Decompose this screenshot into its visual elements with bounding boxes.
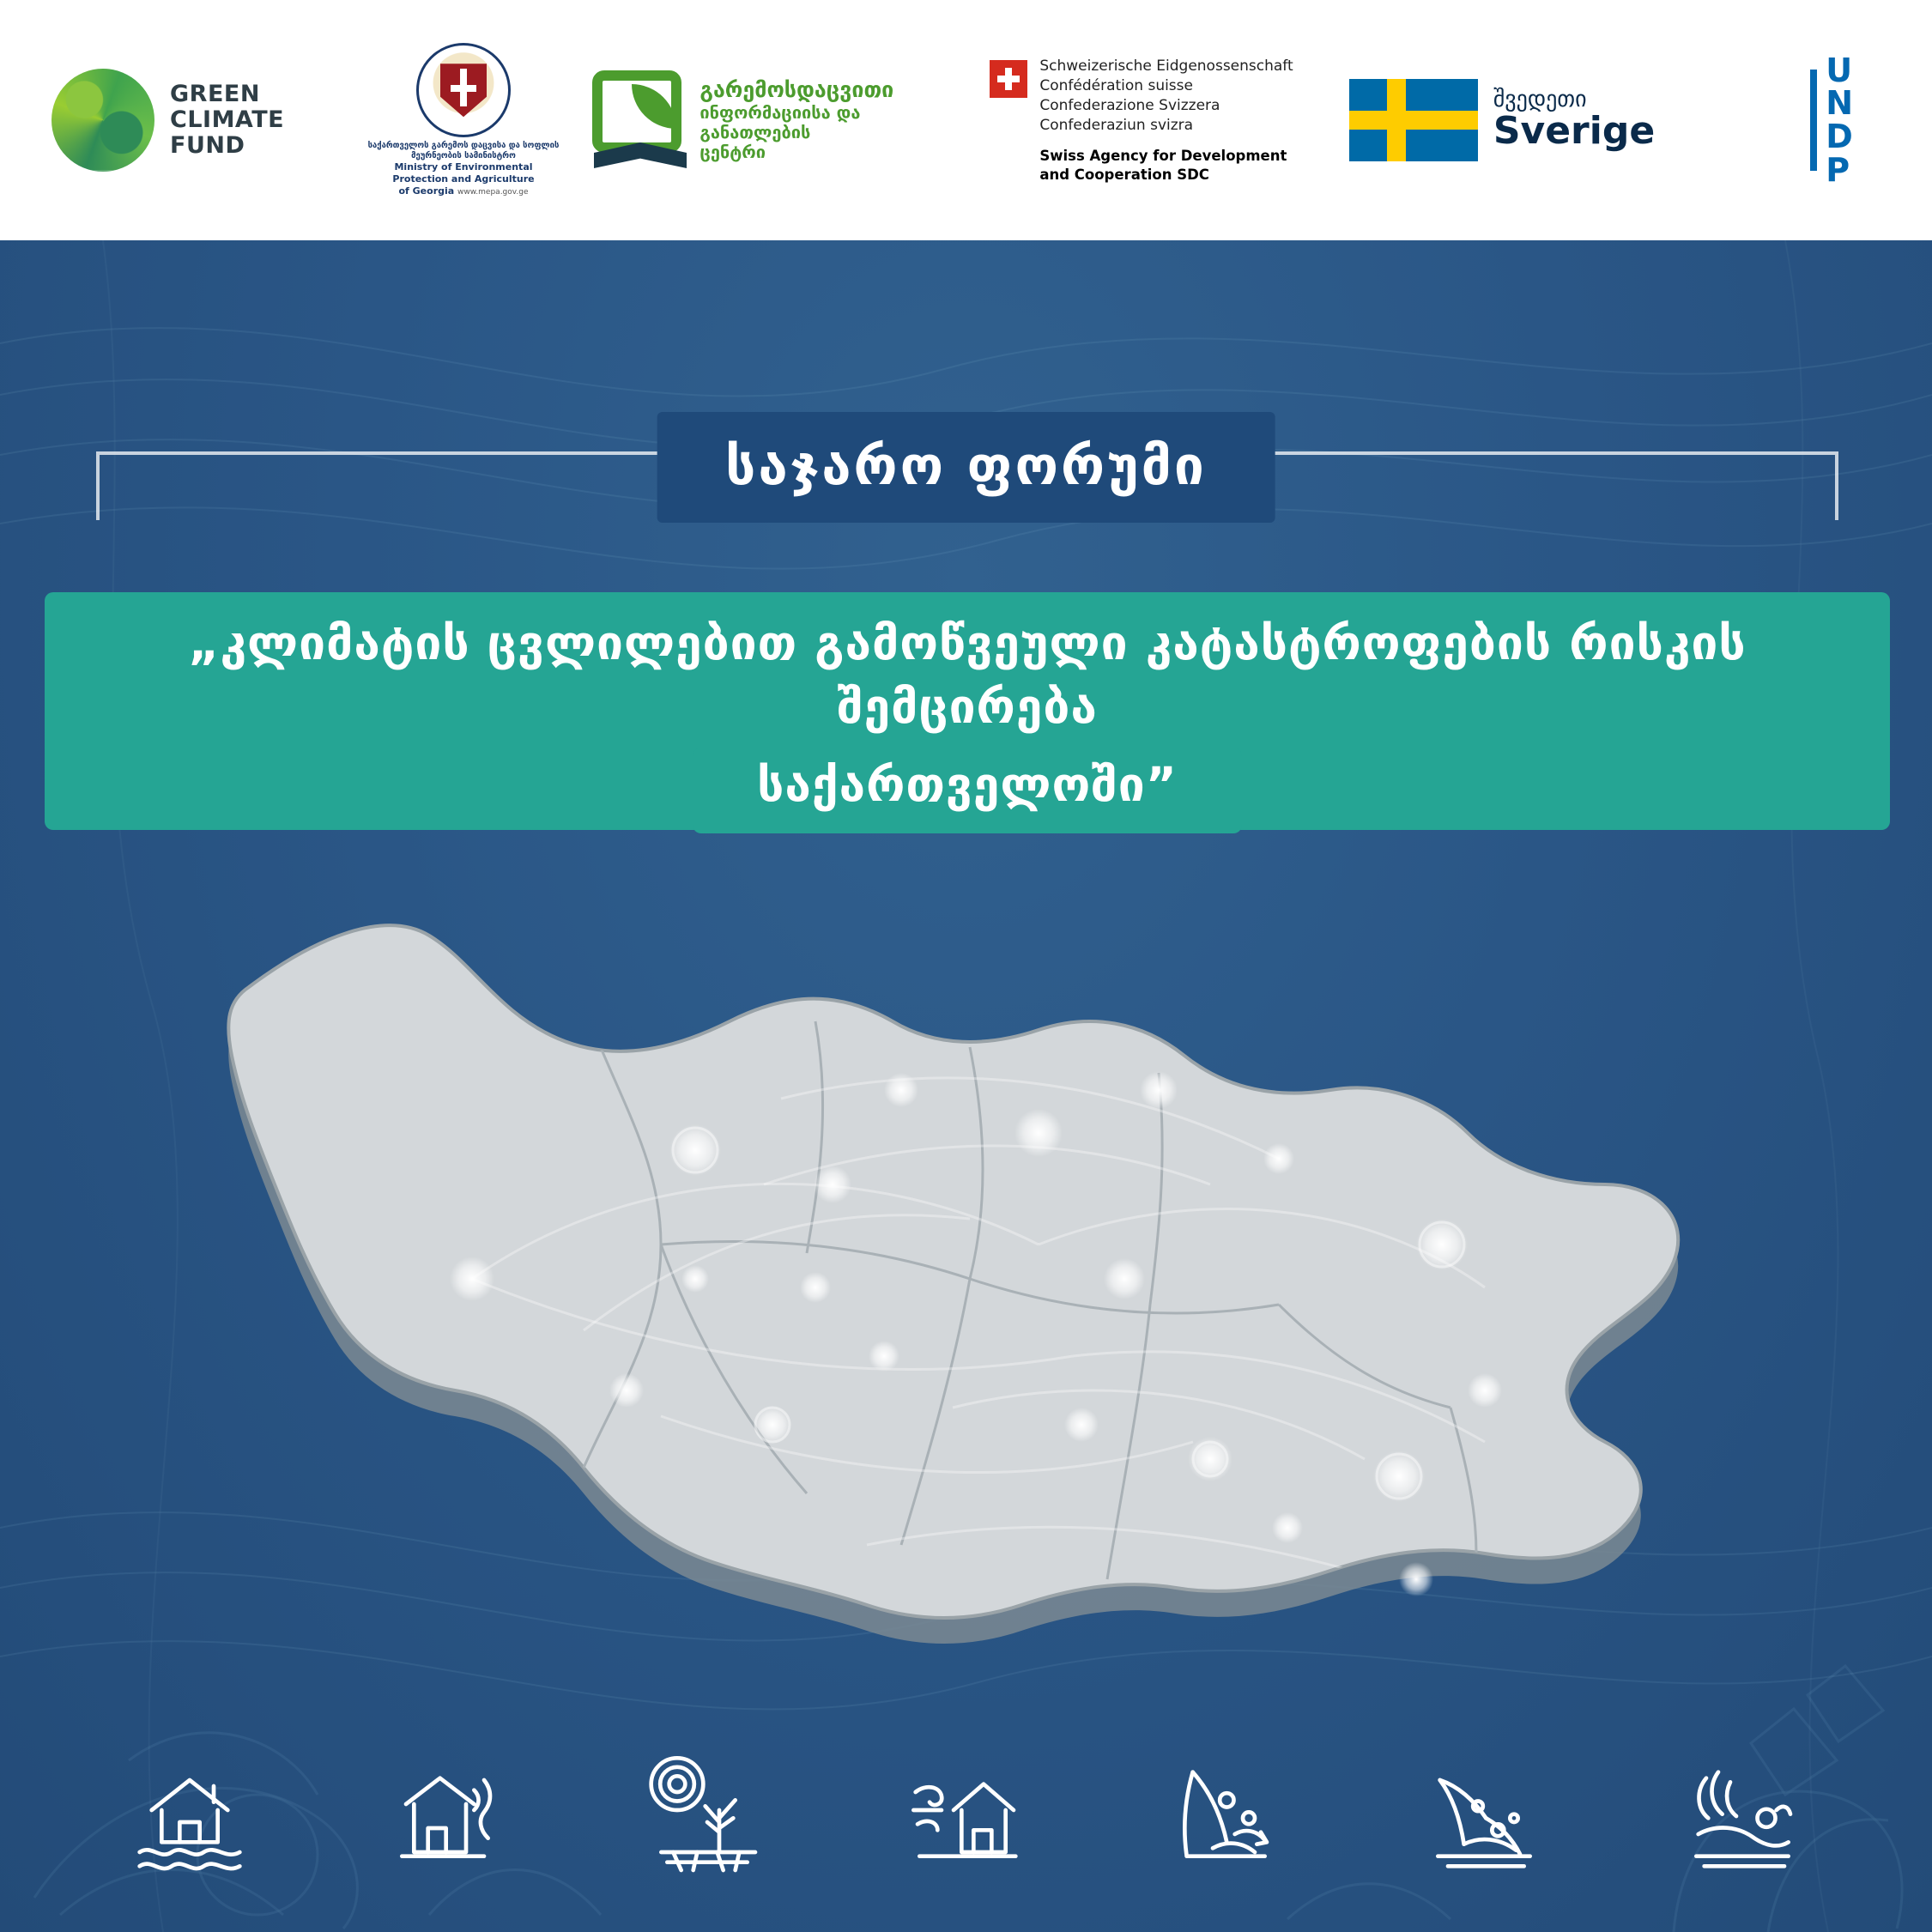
sdc-line4: Confederaziun svizra (1039, 116, 1194, 134)
storm-damaged-house-icon (375, 1747, 521, 1885)
undp-emblem-icon (1810, 70, 1817, 171)
sdc-bold2: and Cooperation SDC (1039, 166, 1209, 183)
ministry-caption-en-1: Ministry of Environmental (394, 161, 533, 173)
landslide-icon (1411, 1747, 1557, 1885)
swedish-flag-icon (1349, 79, 1478, 161)
environmental-information-and-education-centre-logo (592, 39, 961, 202)
green-climate-fund-logo (51, 39, 335, 202)
swiss-flag-icon (990, 60, 1027, 98)
sweden-label-ka: შვედეთი (1493, 86, 1587, 112)
poster-body (0, 240, 1932, 1932)
georgia-coat-of-arms-icon (416, 43, 511, 137)
sdc-line3: Confederazione Svizzera (1039, 96, 1220, 114)
mudflow-icon (1669, 1747, 1815, 1885)
donor-logo-bar (0, 0, 1932, 240)
gcf-globe-icon (51, 69, 154, 172)
headline-line-2: საქართველოში” (693, 748, 1242, 833)
undp-letter-p: P (1826, 150, 1851, 189)
sdc-bold1: Swiss Agency for Development (1039, 148, 1287, 165)
georgia-map (215, 875, 1742, 1820)
sdc-line1: Schweizerische Eidgenossenschaft (1039, 57, 1293, 75)
wind-and-house-icon (893, 1747, 1039, 1885)
sweden-label-en: Sverige (1493, 108, 1656, 153)
swiss-agency-for-development-and-cooperation-logo (961, 39, 1322, 202)
undp-letter-u: U (1826, 51, 1854, 89)
ministry-caption-en-2: Protection and Agriculture (392, 173, 535, 185)
ministry-caption-ka: საქართველოს გარემოს დაცვისა და სოფლის მეურნეობის სამინისტრო (367, 141, 560, 161)
undp-letter-n: N (1826, 84, 1854, 123)
ministry-url: www.mepa.gov.ge (457, 187, 529, 197)
sweden-sverige-logo (1322, 39, 1682, 202)
ministry-caption-en-3: of Georgia (398, 185, 455, 197)
eiec-mark-icon (592, 70, 686, 170)
undp-logo (1682, 39, 1854, 202)
georgia-map-svg (215, 875, 1742, 1820)
gcf-line2: CLIMATE (170, 106, 285, 133)
gcf-line3: FUND (170, 132, 245, 160)
eiec-line2: ინფორმაციისა და განათლების (700, 101, 861, 142)
headline-line-1: „კლიმატის ცვლილებით გამოწვეული კატასტროფების რისკის შემცირება (188, 615, 1747, 735)
poster-headline (45, 592, 1890, 830)
flooded-house-icon (117, 1747, 263, 1885)
sdc-line2: Confédération suisse (1039, 76, 1193, 94)
ministry-of-environmental-protection-and-agriculture-of-georgia-logo (335, 39, 592, 202)
hazard-icon-row (0, 1735, 1932, 1898)
gcf-line1: GREEN (170, 80, 260, 107)
drought-cracked-soil-icon (634, 1747, 780, 1885)
avalanche-icon (1152, 1747, 1298, 1885)
eiec-line3: ცენტრი (700, 141, 766, 162)
undp-letter-d: D (1826, 118, 1854, 155)
eiec-line1: გარემოსდაცვითი (700, 77, 894, 103)
forum-badge: საჯარო ფორუმი (657, 412, 1275, 523)
